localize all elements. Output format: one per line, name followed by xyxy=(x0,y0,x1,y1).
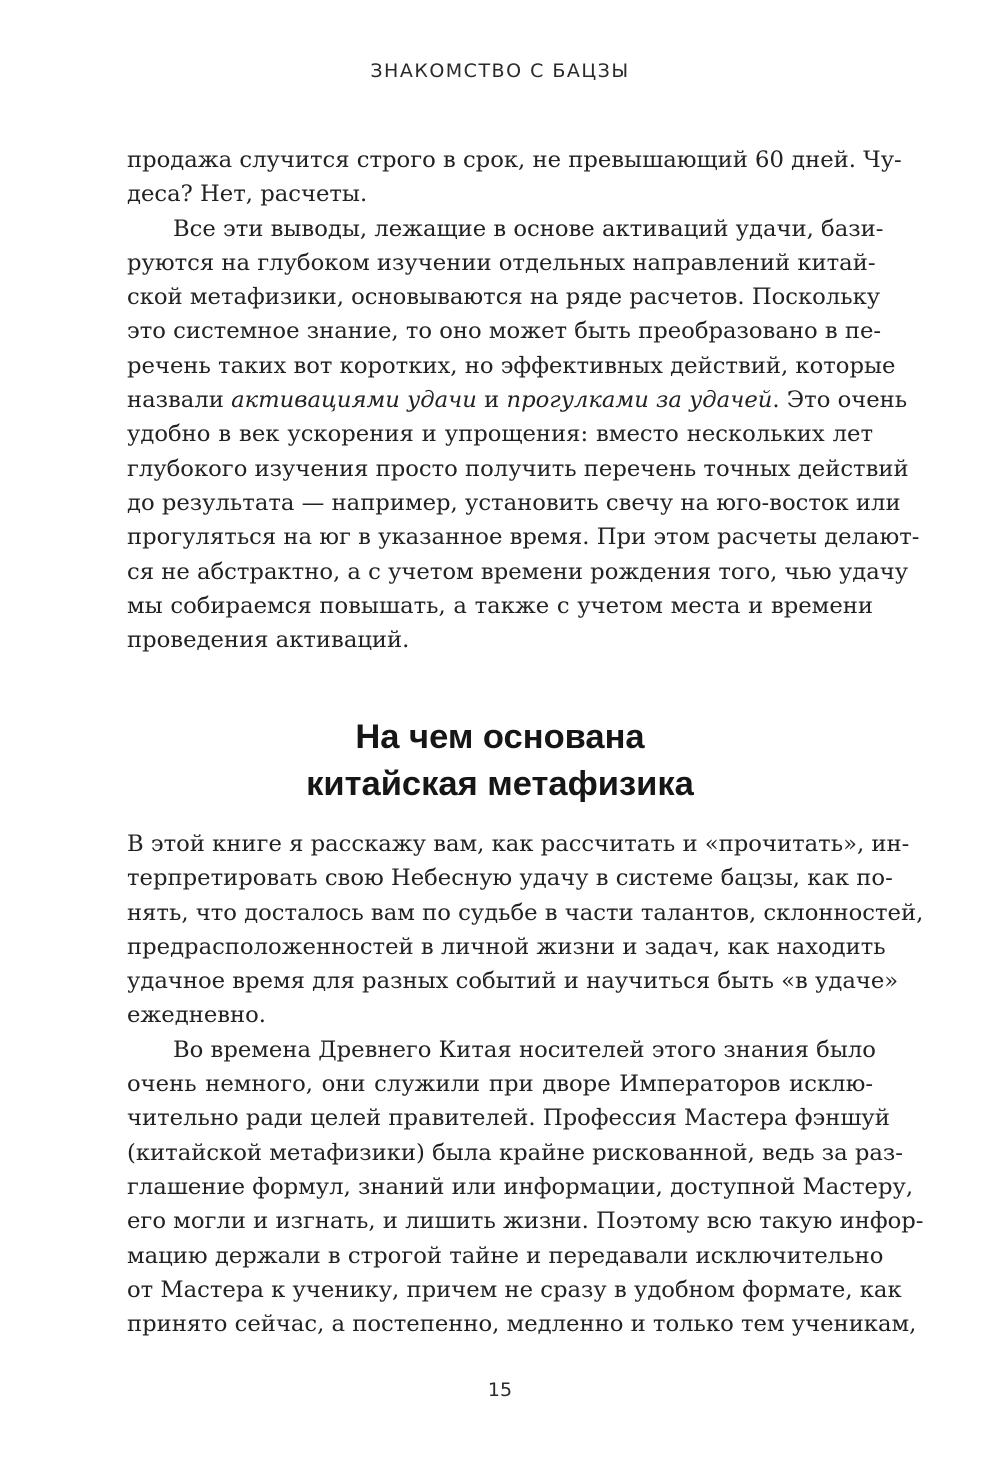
text-line: удобно в век ускорения и упрощения: вместо нескольких лет xyxy=(127,421,873,448)
text-fragment: назвали xyxy=(127,387,232,414)
italic-term: прогулками за удачей xyxy=(506,387,773,414)
text-line: чительно ради целей правителей. Профессия Мастера фэншуй xyxy=(127,1105,890,1132)
text-line: (китайской метафизики) была крайне рискованной, ведь за раз- xyxy=(127,1139,903,1166)
text-line: деса? Нет, расчеты. xyxy=(127,181,368,208)
text-line: терпретировать свою Небесную удачу в системе бацзы, как по- xyxy=(127,865,893,892)
text-line: нять, что досталось вам по судьбе в части талантов, склонностей, xyxy=(127,899,924,926)
text-line: до результата — например, установить свечу на юго-восток или xyxy=(127,489,901,516)
running-head: ЗНАКОМСТВО С БАЦЗЫ xyxy=(370,60,630,82)
text-line: ской метафизики, основываются на ряде расчетов. Поскольку xyxy=(127,284,881,311)
text-line: речень таких вот коротких, но эффективных действий, которые xyxy=(127,352,896,379)
text-line: глашение формул, знаний или информации, доступной Мастеру, xyxy=(127,1173,914,1200)
body-text-block-2 xyxy=(127,827,924,1341)
text-line: прогуляться на юг в указанное время. При этом расчеты делают- xyxy=(127,524,920,551)
text-line: глубокого изучения просто получить перечень точных действий xyxy=(127,455,909,482)
text-line: проведения активаций. xyxy=(127,627,410,654)
text-line: мы собираемся повышать, а также с учетом места и времени xyxy=(127,592,873,619)
page-number: 15 xyxy=(487,1379,513,1401)
text-fragment: и xyxy=(476,387,507,414)
text-line: продажа случится строго в срок, не превышающий 60 дней. Чу- xyxy=(127,147,902,173)
text-line: Во времена Древнего Китая носителей этого знания было xyxy=(173,1036,876,1063)
text-line: предрасположенностей в личной жизни и задач, как находить xyxy=(127,933,886,960)
text-line: удачное время для разных событий и научиться быть «в удаче» xyxy=(127,968,899,995)
section-heading xyxy=(0,714,1000,808)
section-heading-line: китайская метафизика xyxy=(306,765,694,803)
text-line: от Мастера к ученику, причем не сразу в удобном формате, как xyxy=(127,1276,902,1303)
text-line: его могли и изгнать, и лишить жизни. Поэтому всю такую инфор- xyxy=(127,1208,924,1235)
text-line: ся не абстрактно, а с учетом времени рождения того, чью удачу xyxy=(127,558,909,585)
text-line: руются на глубоком изучении отдельных направлений китай- xyxy=(127,249,876,276)
section-heading-line: На чем основана xyxy=(355,718,645,756)
text-line: ежедневно. xyxy=(127,1002,267,1029)
text-line: В этой книге я расскажу вам, как рассчитать и «прочитать», ин- xyxy=(127,831,910,857)
text-fragment: . Это очень xyxy=(772,387,908,414)
text-line: это системное знание, то оно может быть преобразовано в пе- xyxy=(127,318,882,345)
text-line: мацию держали в строгой тайне и передавали исключительно xyxy=(127,1242,884,1269)
text-line: принято сейчас, а постепенно, медленно и только тем ученикам, xyxy=(127,1311,917,1338)
text-line-with-italics xyxy=(127,383,908,417)
text-line: Все эти выводы, лежащие в основе активаций удачи, бази- xyxy=(173,215,884,242)
body-text-block-1 xyxy=(127,143,920,657)
italic-term: активациями удачи xyxy=(231,387,477,414)
text-line: очень немного, они служили при дворе Императоров исклю- xyxy=(127,1071,873,1098)
